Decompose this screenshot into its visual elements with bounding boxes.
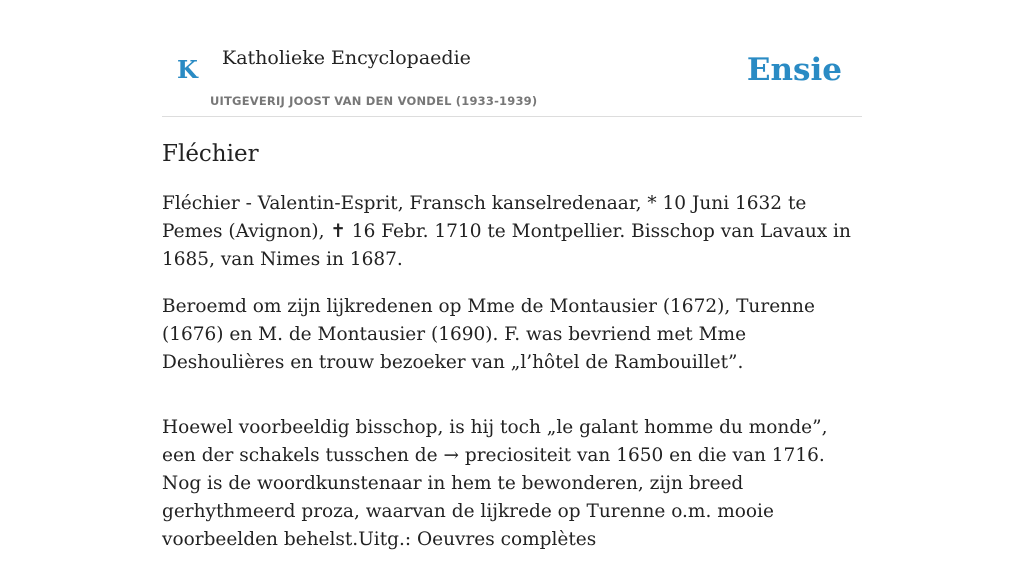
article-paragraph-1: Fléchier - Valentin-Esprit, Fransch kanselredenaar, * 10 Juni 1632 te Pemes (Avignon), ✝ 16 Febr. 1710 te Montpellier. Bisschop van Lavaux in 1685, van Nimes in 1687.: [162, 193, 851, 270]
article-content: [162, 138, 862, 573]
encyclopedia-logo[interactable]: K: [177, 55, 198, 84]
article-title: Fléchier: [162, 141, 259, 167]
publisher-subtitle: UITGEVERIJ JOOST VAN DEN VONDEL (1933-1939): [210, 94, 538, 108]
publication-title[interactable]: Katholieke Encyclopaedie: [222, 47, 471, 69]
article-paragraph-3: Hoewel voorbeeldig bisschop, is hij toch „le galant homme du monde”, een der schakels tusschen de → preciositeit van 1650 en die van 1716. Nog is de woordkunstenaar in hem te bewonderen, zijn breed gerhythmeerd proza, waarvan de lijkrede op Turenne o.m. mooie voorbeelden behelst.Uitg.: Oeuvres complètes: [162, 417, 828, 550]
site-header: [162, 0, 862, 117]
ensie-brand-logo[interactable]: Ensie: [746, 52, 842, 88]
article-paragraph-2: Beroemd om zijn lijkredenen op Mme de Montausier (1672), Turenne (1676) en M. de Montausier (1690). F. was bevriend met Mme Deshoulières en trouw bezoeker van „l’hôtel de Rambouillet”.: [162, 296, 815, 373]
